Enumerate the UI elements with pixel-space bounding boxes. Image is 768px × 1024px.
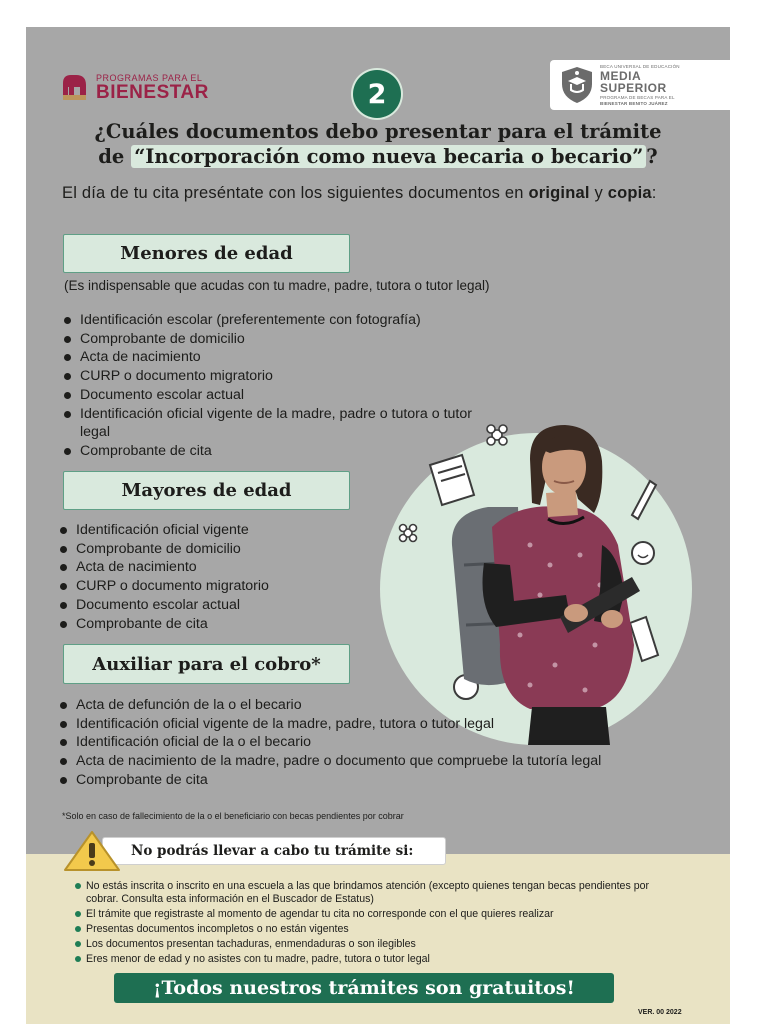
step-number-badge: 2 — [353, 70, 401, 118]
logo-right-line2: MEDIA — [600, 69, 642, 83]
logo-left-big: BIENESTAR — [96, 82, 209, 103]
list-item: Documento escolar actual — [62, 386, 502, 405]
logo-right-line1: BECA UNIVERSAL DE EDUCACIÓN — [600, 64, 680, 69]
warning-list — [74, 880, 674, 968]
list-item: Los documentos presentan tachaduras, enmendaduras o son ilegibles — [74, 938, 674, 951]
logo-right-line5: BIENESTAR BENITO JUÁREZ — [600, 101, 668, 106]
list-item: Comprobante de cita — [62, 442, 502, 461]
list-item: Identificación oficial vigente de la madre, padre, tutora o tutor legal — [58, 715, 658, 734]
paint-tube-doodle — [630, 617, 658, 661]
menores-note: (Es indispensable que acudas con tu madre, padre, tutora o tutor legal) — [64, 278, 490, 293]
pencil-doodle — [632, 481, 656, 519]
bienestar-logo — [62, 71, 232, 101]
section-menores-heading: Menores de edad — [63, 234, 350, 273]
auxiliar-list — [58, 696, 658, 790]
list-item: No estás inscrita o inscrito en una escuela a las que brindamos atención (excepto quienes tengan becas pendientes por cobrar. Consulta esta información en el Buscador de Estatus) — [74, 880, 674, 905]
intro-copia: copia — [607, 184, 652, 202]
list-item: CURP o documento migratorio — [62, 367, 502, 386]
mayores-list — [58, 521, 388, 633]
list-item: Eres menor de edad y no asistes con tu madre, padre, tutora o tutor legal — [74, 953, 674, 966]
bienestar-logo-mark — [62, 73, 88, 101]
section-auxiliar-heading: Auxiliar para el cobro* — [63, 644, 350, 684]
logo-right-line4: PROGRAMA DE BECAS PARA EL — [600, 95, 675, 100]
list-item: Identificación oficial vigente — [58, 521, 388, 540]
intro-line: El día de tu cita preséntate con los siguientes documentos en — [62, 184, 524, 202]
list-item: Identificación oficial vigente de la madre, padre o tutora o tutor legal — [62, 405, 475, 442]
shield-icon — [560, 66, 594, 104]
intro-y: y — [594, 184, 603, 202]
free-banner: ¡Todos nuestros trámites son gratuitos! — [114, 973, 614, 1003]
smiley-doodle — [632, 542, 654, 564]
page-title — [26, 119, 730, 169]
title-prefix: de — [98, 145, 125, 168]
list-item: Acta de nacimiento — [58, 558, 388, 577]
list-item: Comprobante de domicilio — [58, 540, 388, 559]
intro-colon: : — [651, 184, 657, 202]
list-item: Comprobante de domicilio — [62, 330, 502, 349]
list-item: Presentas documentos incompletos o no están vigentes — [74, 923, 674, 936]
intro-text — [62, 183, 696, 203]
title-line1: ¿Cuáles documentos debo presentar para el trámite — [94, 120, 662, 143]
list-item: Acta de nacimiento — [62, 348, 502, 367]
media-superior-logo — [550, 60, 730, 110]
logo-left-small: PROGRAMAS PARA EL — [96, 73, 203, 83]
version-label: VER. 00 2022 — [638, 1009, 682, 1016]
warning-icon — [62, 829, 122, 873]
list-item: Comprobante de cita — [58, 615, 388, 634]
list-item: Acta de defunción de la o el becario — [58, 696, 658, 715]
intro-original: original — [528, 184, 590, 202]
warning-title: No podrás llevar a cabo tu trámite si: — [102, 837, 446, 865]
list-item: CURP o documento migratorio — [58, 577, 388, 596]
list-item: El trámite que registraste al momento de agendar tu cita no corresponde con el que quieres realizar — [74, 908, 674, 921]
list-item: Comprobante de cita — [58, 771, 658, 790]
logo-right-line3: SUPERIOR — [600, 81, 667, 95]
list-item: Acta de nacimiento de la madre, padre o documento que compruebe la tutoría legal — [58, 752, 661, 771]
section-mayores-heading: Mayores de edad — [63, 471, 350, 510]
auxiliar-footnote: *Solo en caso de fallecimiento de la o el beneficiario con becas pendientes por cobrar — [62, 811, 404, 821]
flower-doodle-2 — [400, 525, 417, 542]
title-highlight: “Incorporación como nueva becaria o becario” — [131, 145, 646, 168]
title-line2 — [26, 144, 730, 169]
menores-list — [62, 311, 502, 461]
list-item: Identificación oficial de la o el becario — [58, 733, 658, 752]
title-suffix: ? — [646, 145, 658, 168]
poster — [26, 27, 730, 1024]
book-doodle — [430, 455, 474, 505]
list-item: Identificación escolar (preferentemente con fotografía) — [62, 311, 502, 330]
list-item: Documento escolar actual — [58, 596, 388, 615]
